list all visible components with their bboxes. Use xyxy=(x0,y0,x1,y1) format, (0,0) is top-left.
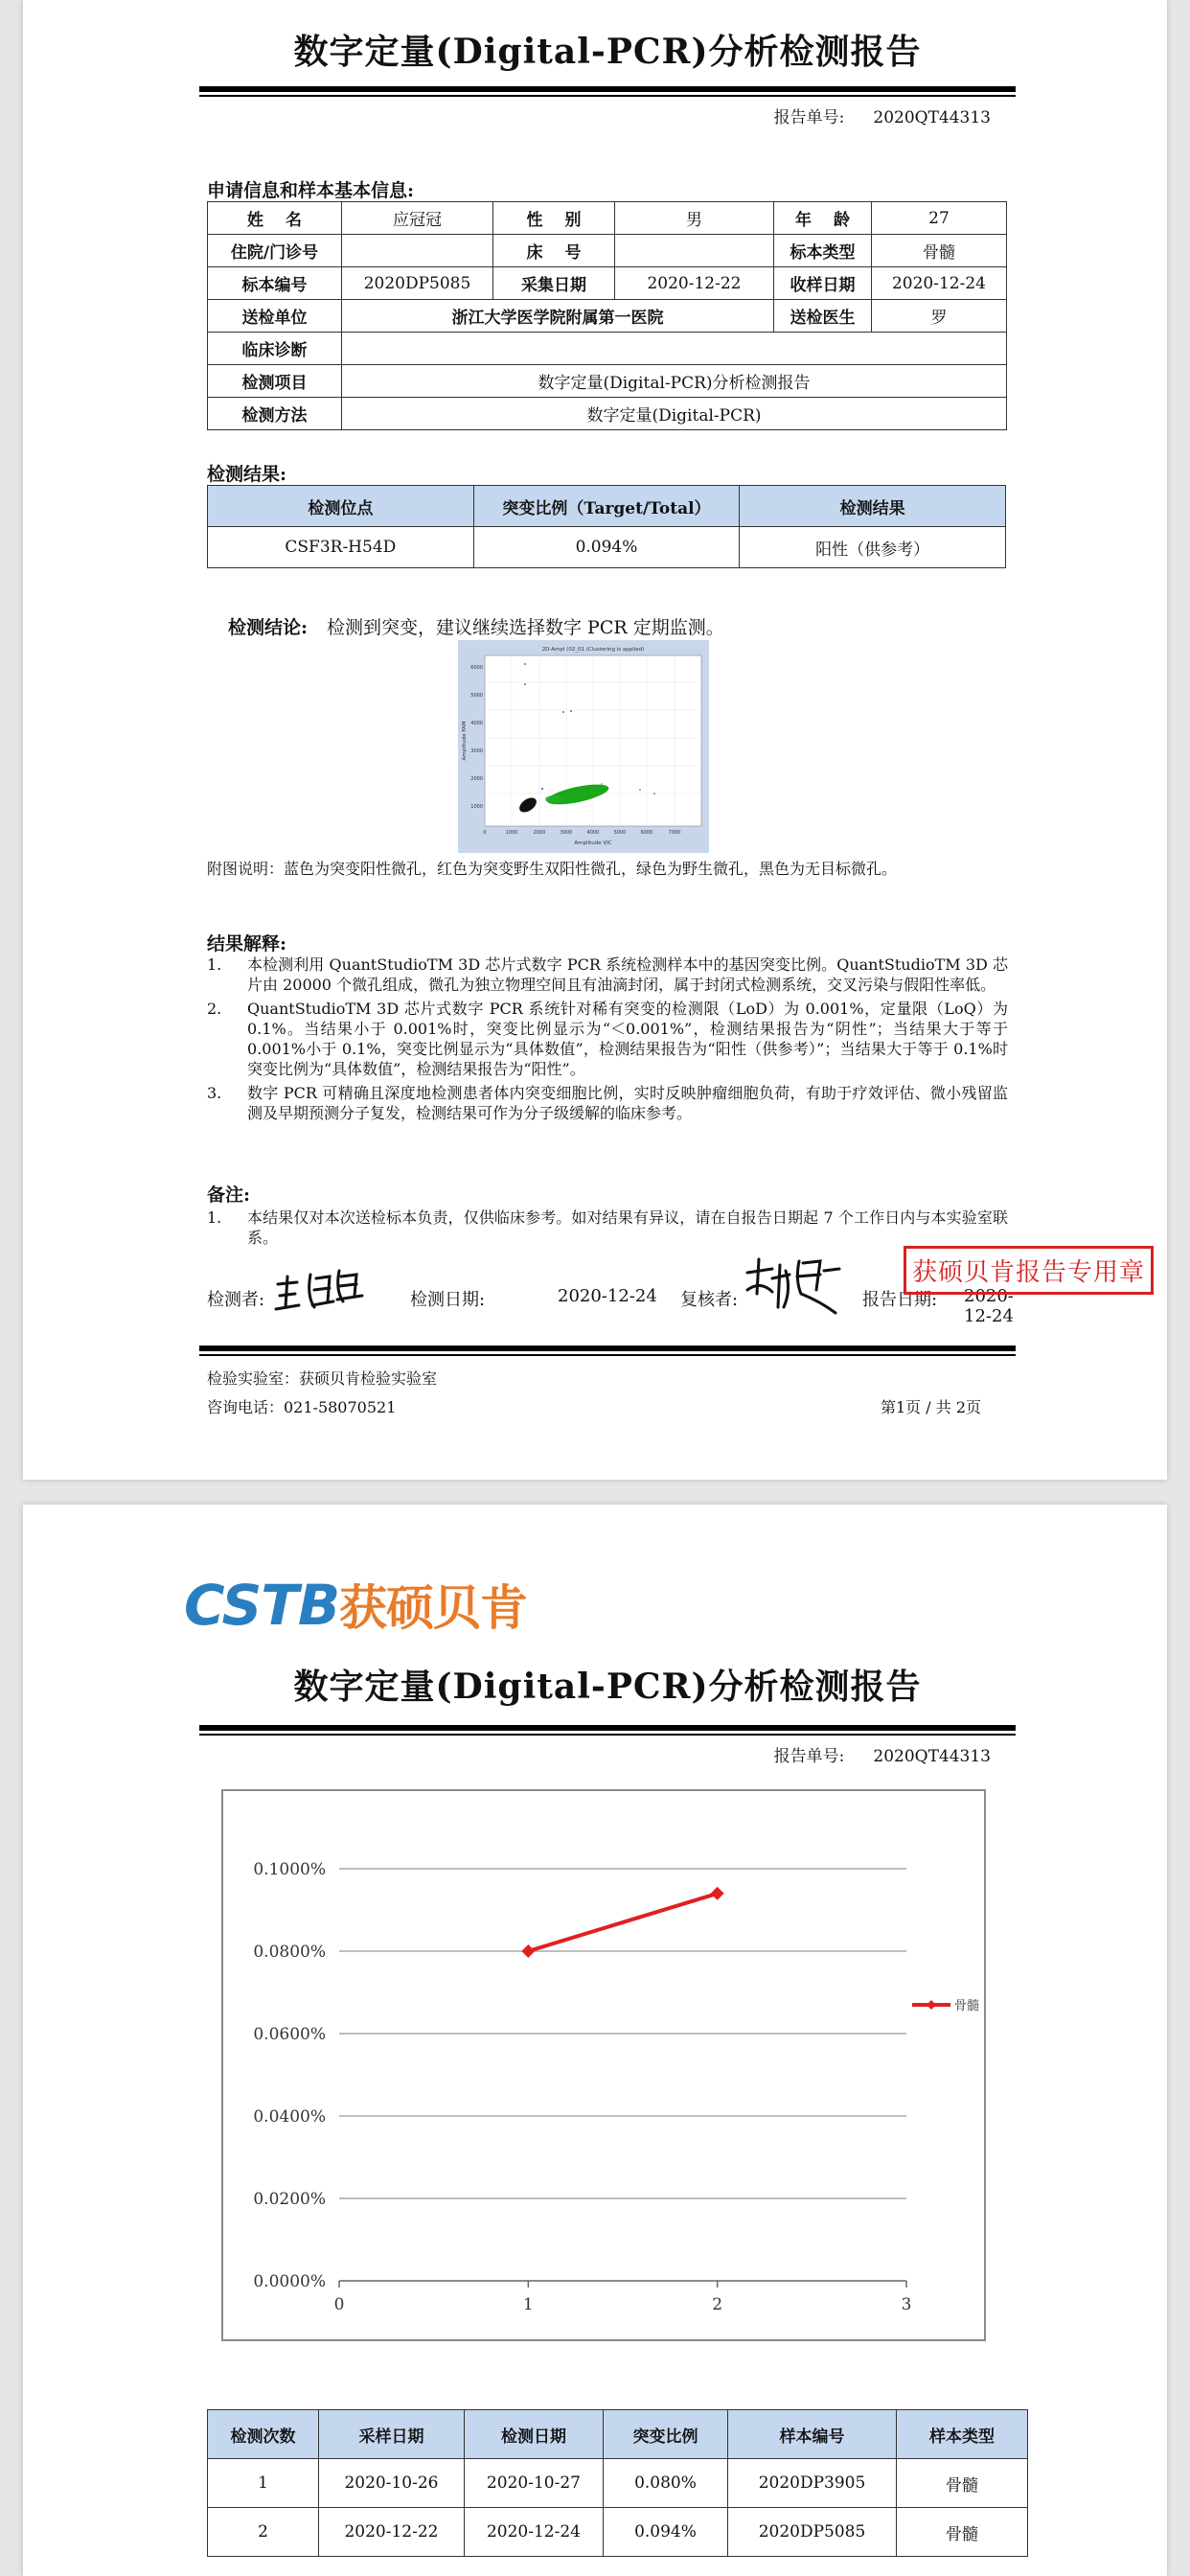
result-locus: CSF3R-H54D xyxy=(208,527,474,568)
history-cell: 2020-10-26 xyxy=(319,2459,465,2508)
list-item xyxy=(207,999,1008,1079)
scatter-x-tick: 5000 xyxy=(613,830,627,836)
sample-no-label: 标本编号 xyxy=(208,267,342,300)
table-row xyxy=(208,2410,1028,2459)
scatter-x-tick: 3000 xyxy=(560,830,573,836)
conclusion xyxy=(228,613,724,639)
history-cell: 0.094% xyxy=(604,2508,728,2557)
history-header: 检测次数 xyxy=(208,2410,319,2459)
history-header: 样本编号 xyxy=(728,2410,897,2459)
table-row xyxy=(208,527,1006,568)
report-number-2 xyxy=(774,1742,991,1766)
footer-rule-thick xyxy=(199,1346,1016,1351)
test-date-label: 检测日期: xyxy=(410,1290,486,1310)
report-page-1 xyxy=(23,0,1167,1480)
scatter-x-label: Amplitude VIC xyxy=(574,840,612,846)
test-method-value: 数字定量(Digital-PCR) xyxy=(342,398,1007,430)
scatter-x-tick: 6000 xyxy=(640,830,653,836)
y-tick-label: 0.0200% xyxy=(253,2190,326,2209)
scatter-plot-image xyxy=(458,640,709,853)
doctor-value: 罗 xyxy=(872,300,1007,333)
x-tick-label: 3 xyxy=(901,2295,912,2314)
scatter-x-tick: 4000 xyxy=(586,830,600,836)
report-date-value: 2020-12-24 xyxy=(964,1286,1014,1326)
result-header-locus: 检测位点 xyxy=(208,486,474,527)
title-rule-thick-2 xyxy=(199,1725,1016,1731)
table-row xyxy=(208,235,1007,267)
lab-name: 检验实验室：获硕贝肯检验实验室 xyxy=(207,1369,438,1388)
report-number-value: 2020QT44313 xyxy=(873,108,991,127)
table-row xyxy=(208,486,1006,527)
x-tick-label: 2 xyxy=(712,2295,723,2314)
result-header-ratio: 突变比例（Target/Total） xyxy=(473,486,740,527)
report-date-label: 报告日期: xyxy=(862,1290,938,1310)
tester-signature-image xyxy=(272,1257,368,1315)
report-number-value: 2020QT44313 xyxy=(873,1747,991,1766)
wildtype-cluster-tail xyxy=(545,795,562,803)
result-section-label: 检测结果: xyxy=(207,464,287,485)
scatter-y-tick: 2000 xyxy=(470,776,483,782)
page-number: 第1页 / 共 2页 xyxy=(880,1398,981,1416)
reviewer-signature-image xyxy=(744,1252,849,1319)
scatter-y-tick: 1000 xyxy=(470,804,483,810)
name-value: 应冠冠 xyxy=(342,202,493,235)
doctor-label: 送检医生 xyxy=(774,300,872,333)
chart-frame xyxy=(222,1790,985,2340)
age-label: 年 龄 xyxy=(774,202,872,235)
collect-date-label: 采集日期 xyxy=(493,267,615,300)
list-item xyxy=(207,1083,1008,1123)
title-rule-thin-2 xyxy=(199,1734,1016,1736)
report-title-2: 数字定量(Digital-PCR)分析检测报告 xyxy=(293,1667,922,1707)
table-row xyxy=(208,333,1007,365)
item-text: 数字 PCR 可精确且深度地检测患者体内突变细胞比例，实时反映肿瘤细胞负荷，有助于疗效评估、微小残留监测及早期预测分子复发，检测结果可作为分子级缓解的临床参考。 xyxy=(247,1084,1008,1122)
scatter-plot-svg xyxy=(458,640,709,853)
history-cell: 0.080% xyxy=(604,2459,728,2508)
tester-label: 检测者: xyxy=(207,1290,265,1310)
bed-value xyxy=(615,235,774,267)
table-row xyxy=(208,365,1007,398)
gender-label: 性 别 xyxy=(493,202,615,235)
receive-date-label: 收样日期 xyxy=(774,267,872,300)
scatter-x-tick: 0 xyxy=(483,830,487,836)
item-text: 本结果仅对本次送检标本负责，仅供临床参考。如对结果有异议，请在自报告日期起 7 个工作日内与本实验室联系。 xyxy=(247,1208,1008,1247)
receive-date-value: 2020-12-24 xyxy=(872,267,1007,300)
scatter-y-tick: 5000 xyxy=(470,693,483,699)
report-page-2 xyxy=(23,1505,1167,2576)
result-header-result: 检测结果 xyxy=(740,486,1006,527)
history-cell: 2 xyxy=(208,2508,319,2557)
applicant-section-label: 申请信息和样本基本信息: xyxy=(207,180,415,201)
report-number xyxy=(774,104,991,127)
history-table xyxy=(207,2409,1028,2557)
interpretation-list xyxy=(207,954,1008,1127)
item-number: 3. xyxy=(207,1084,222,1102)
gender-value: 男 xyxy=(615,202,774,235)
history-cell: 骨髓 xyxy=(897,2508,1028,2557)
result-table xyxy=(207,485,1006,568)
y-tick-label: 0.0400% xyxy=(253,2107,326,2127)
x-tick-label: 1 xyxy=(522,2295,534,2314)
diagnosis-label: 临床诊断 xyxy=(208,333,342,365)
y-tick-label: 0.0800% xyxy=(253,1943,326,1962)
hospital-no-label: 住院/门诊号 xyxy=(208,235,342,267)
scatter-title: 2D-Ampl (02_01 (Clustering is applied) xyxy=(541,647,645,653)
result-value: 阳性（供参考） xyxy=(740,527,1006,568)
list-item xyxy=(207,954,1008,995)
history-cell: 1 xyxy=(208,2459,319,2508)
x-tick-label: 0 xyxy=(333,2295,345,2314)
test-item-value: 数字定量(Digital-PCR)分析检测报告 xyxy=(342,365,1007,398)
figure-caption: 附图说明：蓝色为突变阳性微孔，红色为突变野生双阳性微孔，绿色为野生微孔，黑色为无目标微孔。 xyxy=(207,860,898,878)
unit-value: 浙江大学医学院附属第一医院 xyxy=(342,300,774,333)
note-label: 备注: xyxy=(207,1184,251,1206)
result-ratio: 0.094% xyxy=(473,527,740,568)
table-row xyxy=(208,267,1007,300)
diagnosis-value xyxy=(342,333,1007,365)
history-header: 样本类型 xyxy=(897,2410,1028,2459)
scatter-x-tick: 1000 xyxy=(505,830,518,836)
table-row xyxy=(208,202,1007,235)
table-row xyxy=(208,300,1007,333)
test-date-value: 2020-12-24 xyxy=(558,1286,657,1306)
logo-cjk: 获硕贝肯 xyxy=(339,1580,528,1636)
y-tick-label: 0.0600% xyxy=(253,2025,326,2044)
report-title: 数字定量(Digital-PCR)分析检测报告 xyxy=(293,32,922,72)
item-number: 2. xyxy=(207,1000,222,1018)
sample-type-label: 标本类型 xyxy=(774,235,872,267)
table-row xyxy=(208,2459,1028,2508)
item-number: 1. xyxy=(207,955,222,974)
test-item-label: 检测项目 xyxy=(208,365,342,398)
report-number-label: 报告单号: xyxy=(773,108,845,127)
unit-label: 送检单位 xyxy=(208,300,342,333)
item-text: QuantStudioTM 3D 芯片式数字 PCR 系统针对稀有突变的检测限（LoD）为 0.001%，定量限（LoQ）为 0.1%。当结果小于 0.001%时，突变比例显示为“＜0.001%”，检测结果报告为“阴性”；当结果大于等于 0.001%小于 0.1%，突变比例显示为“具体数值”，检测结果报告为“阳性（供参考）”；当结果大于等于 0.1%时突变比例为“具体数值”，检测结果报告为“阳性”。 xyxy=(247,1000,1008,1078)
test-method-label: 检测方法 xyxy=(208,398,342,430)
conclusion-label: 检测结论: xyxy=(228,617,309,638)
sample-no-value: 2020DP5085 xyxy=(342,267,493,300)
scatter-x-tick: 2000 xyxy=(533,830,546,836)
footer-contact xyxy=(207,1365,437,1422)
table-row xyxy=(208,398,1007,430)
history-header: 检测日期 xyxy=(465,2410,604,2459)
hospital-no-value xyxy=(342,235,493,267)
table-row xyxy=(208,2508,1028,2557)
sample-type-value: 骨髓 xyxy=(872,235,1007,267)
conclusion-text: 检测到突变，建议继续选择数字 PCR 定期监测。 xyxy=(327,617,724,638)
page-1-content xyxy=(186,0,1146,1480)
legend-label: 骨髓 xyxy=(954,1999,980,2013)
item-number: 1. xyxy=(207,1208,222,1227)
bed-label: 床 号 xyxy=(493,235,615,267)
patient-info-table xyxy=(207,201,1007,430)
history-cell: 2020-10-27 xyxy=(465,2459,604,2508)
list-item xyxy=(207,1208,1008,1248)
lab-phone: 咨询电话：021-58070521 xyxy=(207,1398,397,1416)
footer-rule-thin xyxy=(199,1354,1016,1356)
scatter-x-tick: 7000 xyxy=(668,830,681,836)
history-cell: 2020-12-24 xyxy=(465,2508,604,2557)
name-label: 姓 名 xyxy=(208,202,342,235)
report-number-label: 报告单号: xyxy=(773,1747,845,1766)
signature-row xyxy=(207,1246,1146,1326)
reviewer-label: 复核者: xyxy=(680,1290,739,1310)
scatter-y-label: Amplitude FAM xyxy=(462,721,468,761)
logo-latin: CSTB xyxy=(184,1573,340,1638)
y-tick-label: 0.1000% xyxy=(253,1860,326,1879)
y-tick-label: 0.0000% xyxy=(253,2272,326,2291)
scatter-y-tick: 3000 xyxy=(470,748,483,754)
history-cell: 2020-12-22 xyxy=(319,2508,465,2557)
interpretation-label: 结果解释: xyxy=(207,933,287,954)
history-header: 采样日期 xyxy=(319,2410,465,2459)
history-cell: 2020DP5085 xyxy=(728,2508,897,2557)
item-text: 本检测利用 QuantStudioTM 3D 芯片式数字 PCR 系统检测样本中的基因突变比例。QuantStudioTM 3D 芯片由 20000 个微孔组成，微孔为独立物理空间且有油滴封闭，属于封闭式检测系统，交叉污染与假阳性率低。 xyxy=(247,955,1008,994)
scatter-y-tick: 6000 xyxy=(470,665,483,671)
collect-date-value: 2020-12-22 xyxy=(615,267,774,300)
title-rule-thick xyxy=(199,86,1016,92)
history-cell: 骨髓 xyxy=(897,2459,1028,2508)
mutation-trend-chart xyxy=(199,1788,1010,2346)
history-cell: 2020DP3905 xyxy=(728,2459,897,2508)
title-rule-thin xyxy=(199,95,1016,97)
history-header: 突变比例 xyxy=(604,2410,728,2459)
age-value: 27 xyxy=(872,202,1007,235)
report-seal-stamp: 获硕贝肯报告专用章 xyxy=(904,1246,1154,1295)
scatter-y-tick: 4000 xyxy=(470,721,483,726)
